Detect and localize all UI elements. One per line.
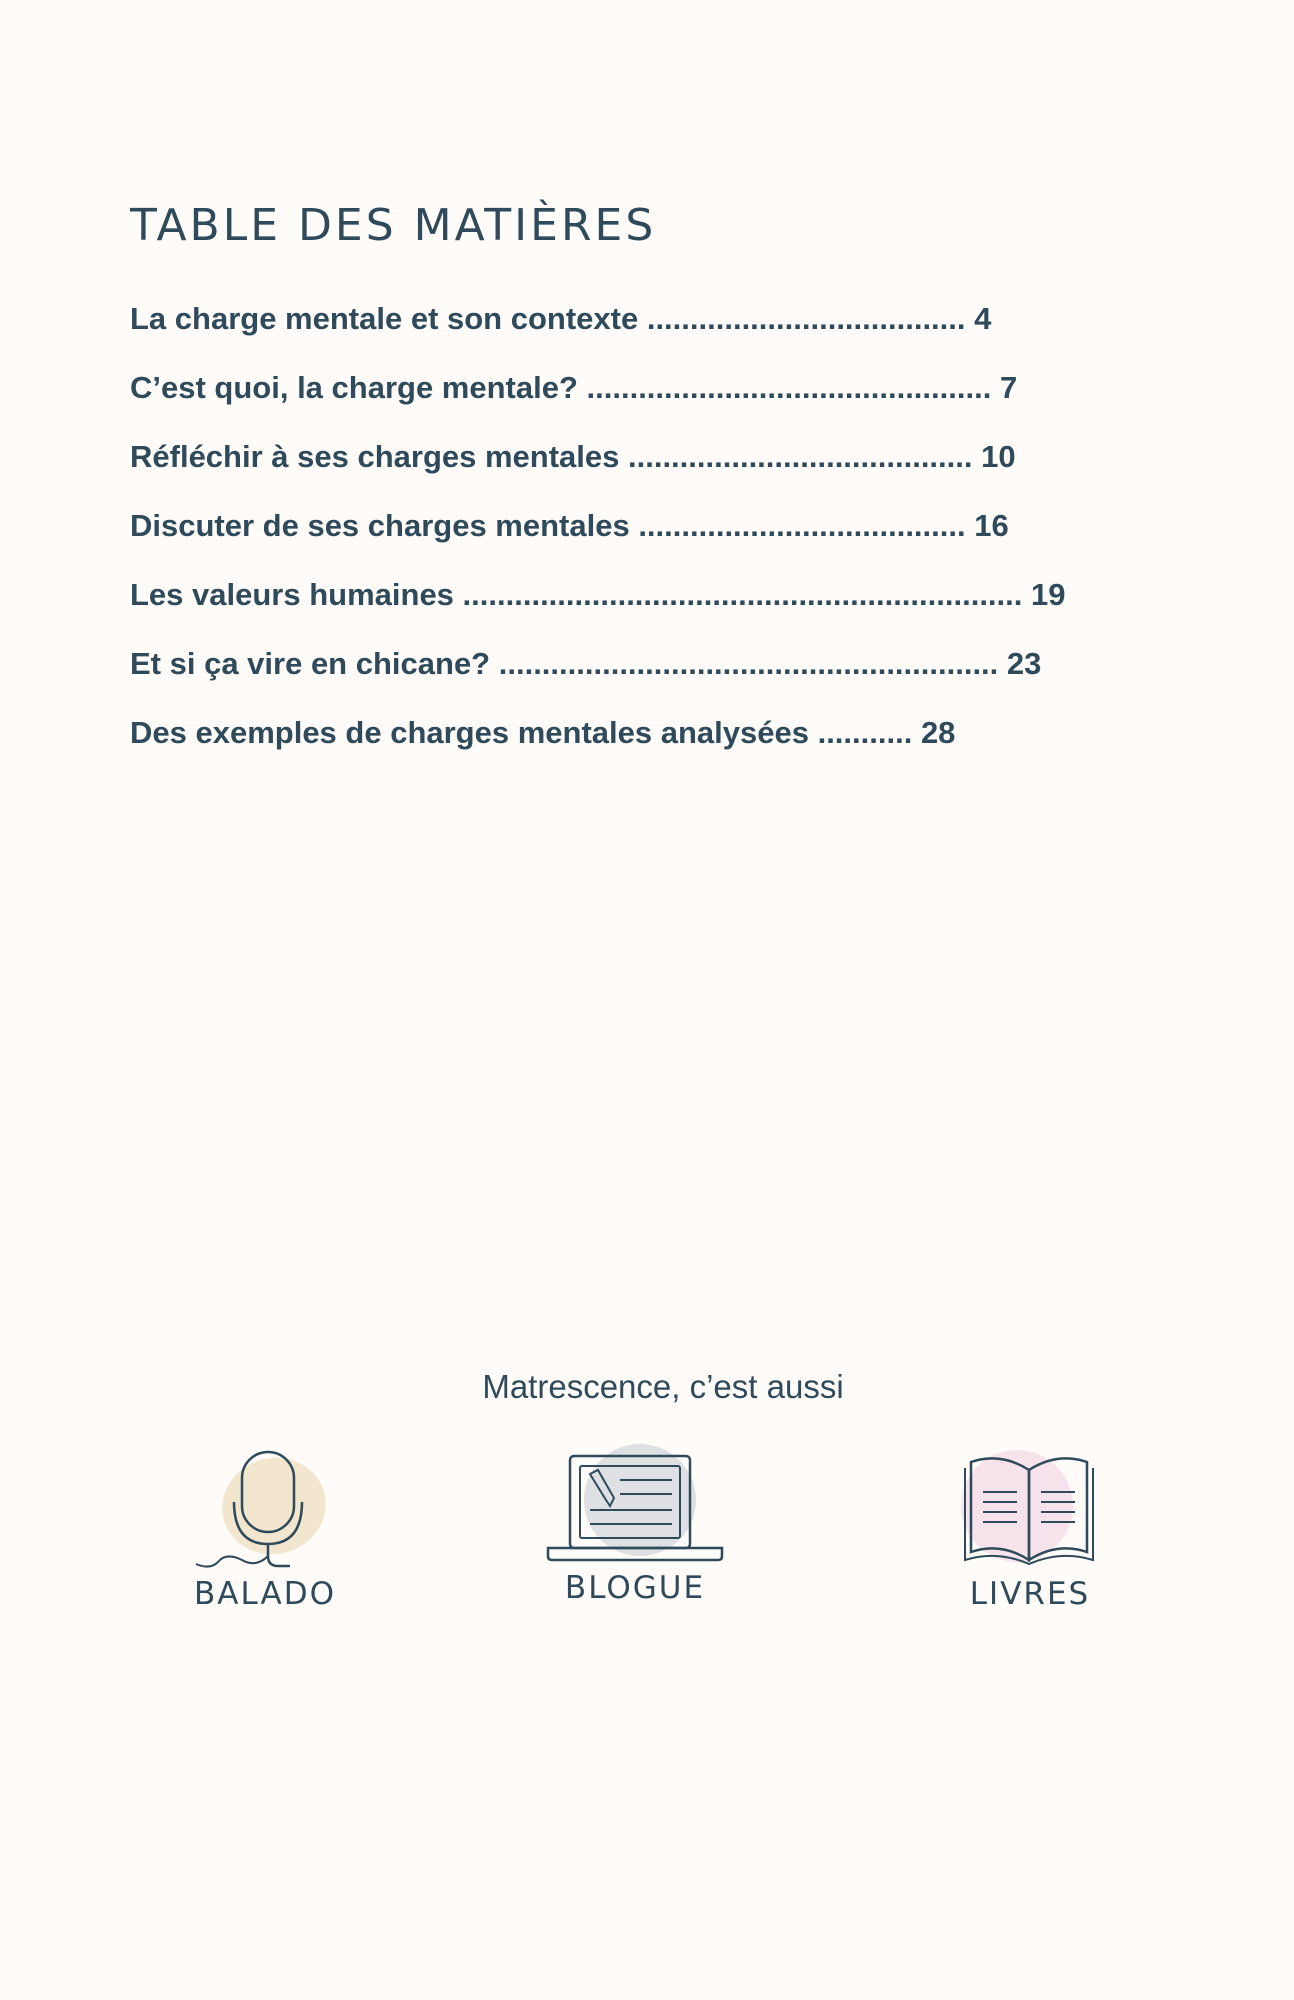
toc-leader-dots: ........................................ [619, 439, 973, 474]
toc-entry[interactable] [130, 497, 1010, 566]
toc-leader-dots: ................................................................. [453, 577, 1023, 612]
toc-leader-dots: ...................................... [629, 508, 966, 543]
balado-label: BALADO [194, 1576, 336, 1612]
toc-entry[interactable] [130, 635, 1042, 704]
toc-entry[interactable] [130, 704, 1010, 773]
balado-link[interactable] [150, 1444, 380, 1614]
toc-leader-dots: ........... [808, 715, 913, 750]
microphone-icon [190, 1444, 340, 1574]
toc-entry[interactable] [130, 290, 1010, 359]
blogue-label: BLOGUE [564, 1570, 706, 1606]
toc-page-number: 23 [998, 646, 1042, 681]
livres-label: LIVRES [969, 1576, 1091, 1612]
toc-page-number: 19 [1022, 577, 1066, 612]
table-of-contents [130, 290, 1066, 773]
toc-entry-title: Réfléchir à ses charges mentales [130, 439, 620, 474]
toc-page-number: 4 [965, 301, 992, 336]
toc-leader-dots: ............................................... [577, 370, 992, 405]
livres-link[interactable] [920, 1444, 1140, 1614]
toc-entry-title: Discuter de ses charges mentales [130, 508, 630, 543]
toc-page-number: 7 [991, 370, 1018, 405]
toc-entry-title: Les valeurs humaines [130, 577, 454, 612]
blogue-link[interactable] [530, 1444, 740, 1608]
toc-page-number: 28 [912, 715, 956, 750]
toc-entry[interactable] [130, 566, 1066, 635]
toc-entry[interactable] [130, 428, 1016, 497]
laptop-icon [540, 1444, 730, 1568]
toc-entry-title: C’est quoi, la charge mentale? [130, 370, 578, 405]
footer-caption: Matrescence, c’est aussi [482, 1368, 844, 1405]
toc-leader-dots: .......................................................... [490, 646, 999, 681]
toc-entry[interactable] [130, 359, 1018, 428]
open-book-icon [955, 1444, 1105, 1574]
toc-page-number: 16 [965, 508, 1009, 543]
toc-entry-title: Et si ça vire en chicane? [130, 646, 491, 681]
page-title: TABLE DES MATIÈRES [130, 200, 657, 251]
toc-entry-title: Des exemples de charges mentales analysées [130, 715, 809, 750]
toc-entry-title: La charge mentale et son contexte [130, 301, 639, 336]
toc-page-number: 10 [972, 439, 1016, 474]
toc-leader-dots: ..................................... [638, 301, 966, 336]
